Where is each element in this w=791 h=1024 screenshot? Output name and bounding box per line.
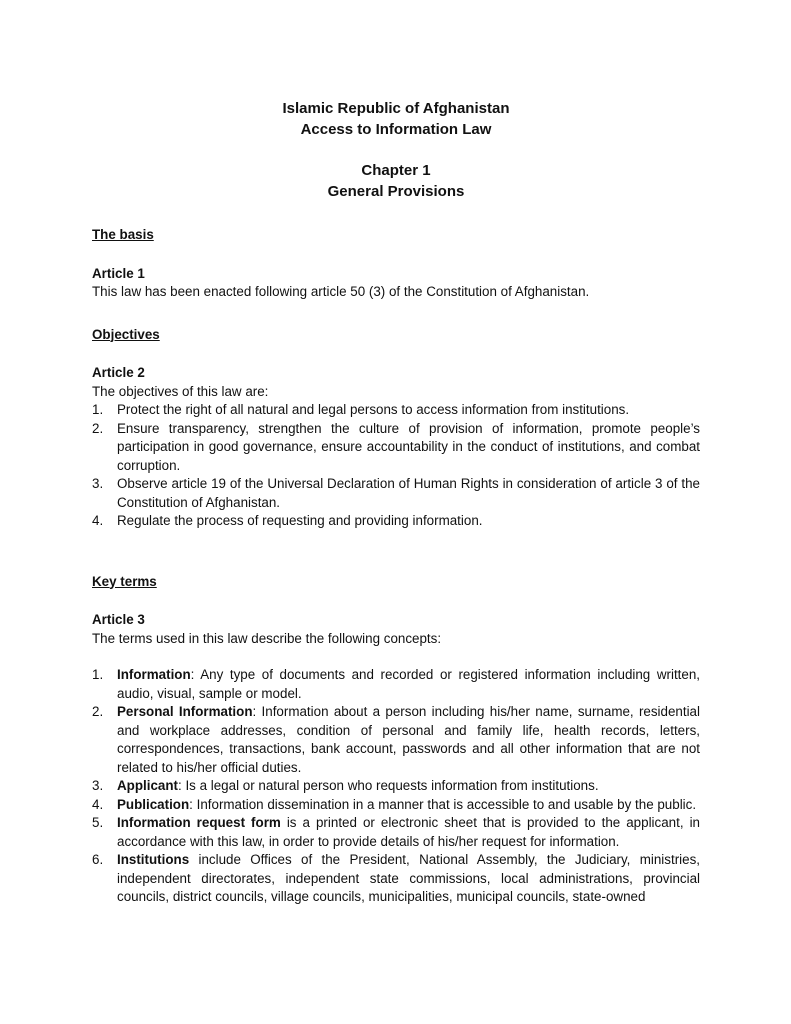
- term-definition: : Any type of documents and recorded or registered information including written, audio, visual, sample or model.: [117, 667, 700, 701]
- list-item: [92, 851, 700, 907]
- title-line-2: Access to Information Law: [300, 121, 492, 138]
- term-definition: include Offices of the President, National Assembly, the Judiciary, ministries, independent directorates, independent state commissions, local administrations, provincial councils, district councils, village councils, municipalities, municipal councils, state-owned: [117, 852, 700, 904]
- article-1-text: This law has been enacted following article 50 (3) of the Constitution of Afghanistan.: [92, 284, 590, 299]
- list-number: 6.: [92, 852, 104, 867]
- list-number: 3.: [92, 778, 104, 793]
- list-number: 2.: [92, 420, 104, 436]
- chapter-heading: [92, 160, 700, 202]
- list-item: [92, 814, 700, 851]
- spacer: [92, 648, 700, 666]
- list-item: [92, 512, 700, 531]
- list-text: Ensure transparency, strengthen the culture of provision of information, promote people’s participation in good governance, ensure accountability in the conduct of institutions, and combat corruption.: [117, 420, 700, 473]
- list-item: [92, 420, 700, 476]
- list-item: [92, 703, 700, 777]
- list-number: 3.: [92, 476, 104, 491]
- chapter-number: Chapter 1: [361, 162, 431, 179]
- term-name: Institutions: [117, 852, 190, 867]
- list-number: 4.: [92, 513, 104, 528]
- term-definition: : Information about a person including his/her name, surname, residential and workplace addresses, condition of personal and family life, health records, letters, correspondences, transactions, bank account, passwords and all other information that are not related to his/her official duties.: [117, 704, 700, 775]
- term-name: Publication: [117, 796, 190, 812]
- article-3-heading: Article 3: [92, 612, 145, 627]
- title-line-1: Islamic Republic of Afghanistan: [282, 100, 510, 117]
- list-text: Observe article 19 of the Universal Declaration of Human Rights in consideration of article 3 of the Constitution of Afghanistan.: [117, 476, 700, 510]
- key-terms-list: [92, 666, 700, 907]
- list-item: [92, 401, 700, 420]
- article-2-heading: Article 2: [92, 365, 145, 380]
- spacer: [92, 531, 700, 549]
- list-number: 5.: [92, 815, 104, 830]
- term-name: Applicant: [117, 778, 179, 793]
- term-name: Information request form: [117, 815, 281, 830]
- list-item: [92, 777, 700, 796]
- list-number: 4.: [92, 796, 104, 812]
- list-item: [92, 666, 700, 703]
- term-definition: : Information dissemination in a manner that is accessible to and usable by the public.: [189, 796, 697, 812]
- list-number: 1.: [92, 667, 104, 682]
- section-heading-objectives: Objectives: [92, 326, 160, 342]
- chapter-title: General Provisions: [327, 183, 465, 200]
- article-2-intro: The objectives of this law are:: [92, 383, 269, 399]
- list-number: 2.: [92, 704, 104, 719]
- list-text: Regulate the process of requesting and providing information.: [117, 513, 483, 528]
- list-text: Protect the right of all natural and legal persons to access information from institutions.: [117, 402, 630, 417]
- term-name: Information: [117, 667, 191, 682]
- objectives-list: [92, 401, 700, 531]
- list-number: 1.: [92, 402, 104, 417]
- article-3-intro: The terms used in this law describe the following concepts:: [92, 630, 442, 646]
- term-name: Personal Information: [117, 704, 253, 719]
- list-item: [92, 796, 700, 815]
- section-heading-key-terms: Key terms: [92, 573, 157, 589]
- article-1-heading: Article 1: [92, 265, 145, 281]
- list-item: [92, 475, 700, 512]
- document-title: [92, 98, 700, 140]
- section-heading-basis: The basis: [92, 227, 154, 242]
- document-body: [92, 98, 700, 907]
- term-definition: : Is a legal or natural person who requests information from institutions.: [178, 778, 599, 793]
- term-definition: is a printed or electronic sheet that is provided to the applicant, in accordance with this law, in order to provide details of his/her request for information.: [117, 815, 700, 849]
